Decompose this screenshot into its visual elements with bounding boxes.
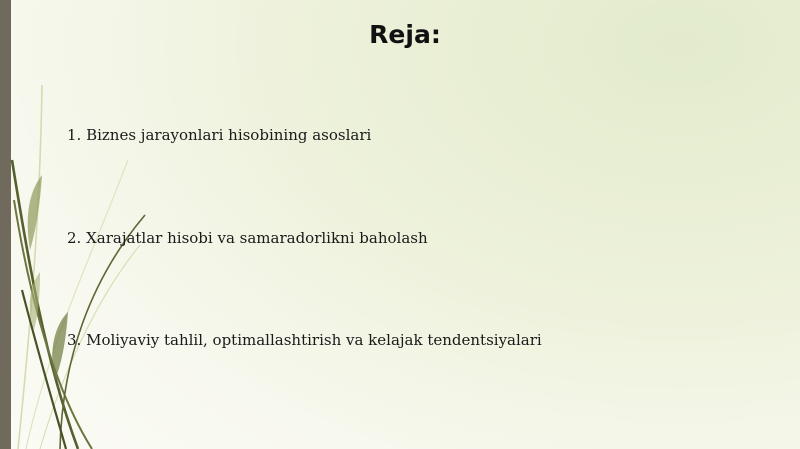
- plant-stems-decoration: [0, 0, 160, 449]
- agenda-item-2: 2. Xarajatlar hisobi va samaradorlikni baholash: [67, 229, 428, 247]
- agenda-item-3: 3. Moliyaviy tahlil, optimallashtirish va kelajak tendentsiyalari: [67, 331, 542, 349]
- agenda-item-1: 1. Biznes jarayonlari hisobining asoslari: [67, 126, 372, 144]
- slide-title: Reja:: [369, 20, 441, 49]
